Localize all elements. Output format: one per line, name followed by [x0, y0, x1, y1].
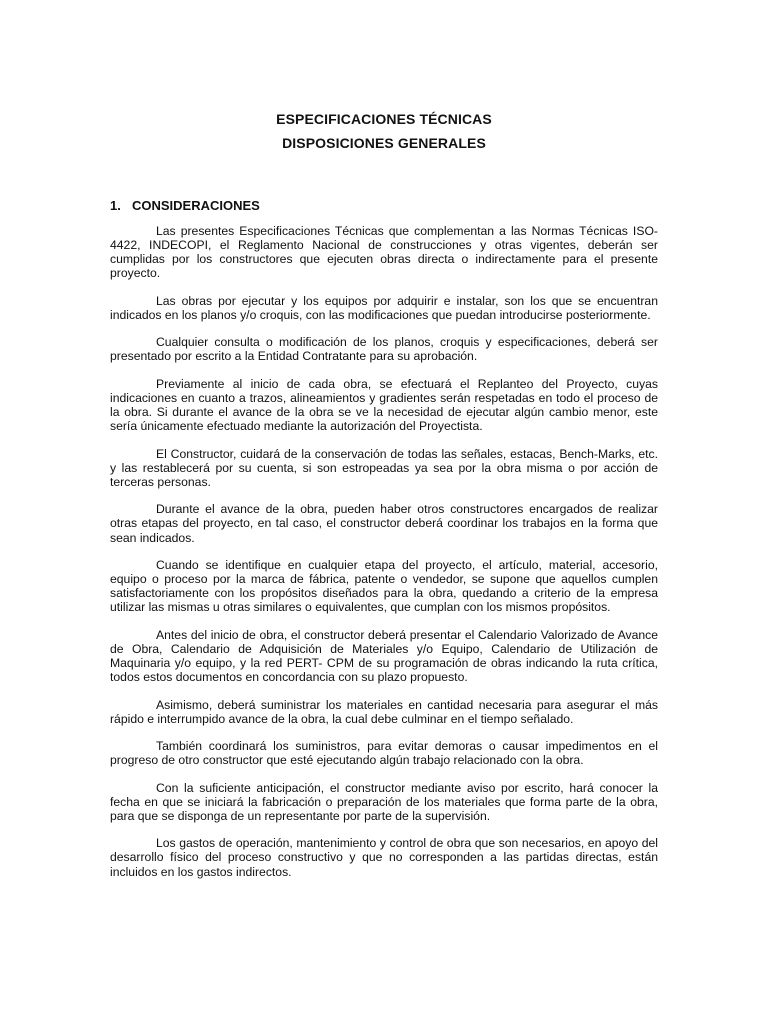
section-title: CONSIDERACIONES — [132, 198, 260, 213]
paragraph: También coordinará los suministros, para evitar demoras o causar impedimentos en el progreso de otro constructor que esté ejecutando algún trabajo relacionado con la obra. — [110, 739, 658, 768]
document-title: ESPECIFICACIONES TÉCNICAS — [276, 111, 492, 127]
paragraph: Previamente al inicio de cada obra, se efectuará el Replanteo del Proyecto, cuyas indicaciones en cuanto a trazos, alineamientos y gradientes serán respetadas en todo el proceso de la obra. Si durante el avance de la obra se ve la necesidad de ejecutar algún cambio menor, este sería únicamente efectuado mediante la autorización del Proyectista. — [110, 376, 658, 434]
paragraph: Las presentes Especificaciones Técnicas que complementan a las Normas Técnicas ISO-4422, INDECOPI, el Reglamento Nacional de construcciones y otras vigentes, deberán ser cumplidas por los constructores que ejecuten obras directa o indirectamente para el presente proyecto. — [110, 224, 658, 281]
paragraph: Cuando se identifique en cualquier etapa del proyecto, el artículo, material, accesorio, equipo o proceso por la marca de fábrica, patente o vendedor, se supone que aquellos cumplen satisfactoriamente con los propósitos diseñados para la obra, quedando a criterio de la empresa utilizar las mismas u otras similares o equivalentes, que cumplan con los mismos propósitos. — [110, 558, 658, 615]
paragraph: El Constructor, cuidará de la conservación de todas las señales, estacas, Bench-Marks, etc. y las restablecerá por su cuenta, si son estropeadas ya sea por la obra misma o por acción de terceras personas. — [110, 446, 658, 489]
document-page — [110, 110, 658, 892]
paragraph: Los gastos de operación, mantenimiento y control de obra que son necesarios, en apoyo del desarrollo físico del proceso constructivo y que no corresponden a las partidas directas, están incluidos en los gastos indirectos. — [110, 836, 658, 879]
document-subtitle: DISPOSICIONES GENERALES — [282, 135, 486, 151]
paragraph: Con la suficiente anticipación, el constructor mediante aviso por escrito, hará conocer la fecha en que se iniciará la fabricación o preparación de los materiales que forma parte de la obra, para que se disponga de un representante por parte de la supervisión. — [110, 780, 658, 823]
paragraph: Antes del inicio de obra, el constructor deberá presentar el Calendario Valorizado de Avance de Obra, Calendario de Adquisición de Materiales y/o Equipo, Calendario de Utilización de Maquinaria y/o equipo, y la red PERT- CPM de su programación de obras indicando la ruta crítica, todos estos documentos en concordancia con su plazo propuesto. — [110, 627, 658, 685]
section-body — [110, 224, 658, 879]
paragraph: Asimismo, deberá suministrar los materiales en cantidad necesaria para asegurar el más rápido e interrumpido avance de la obra, la cual debe culminar en el tiempo señalado. — [110, 697, 658, 726]
paragraph: Las obras por ejecutar y los equipos por adquirir e instalar, son los que se encuentran indicados en los planos y/o croquis, con las modificaciones que puedan introducirse posteriormente. — [110, 293, 658, 322]
paragraph: Durante el avance de la obra, pueden haber otros constructores encargados de realizar otras etapas del proyecto, en tal caso, el constructor deberá coordinar los trabajos en la forma que sean indicados. — [110, 502, 658, 545]
section-heading — [110, 198, 658, 214]
section-number: 1. — [110, 198, 121, 213]
paragraph: Cualquier consulta o modificación de los planos, croquis y especificaciones, deberá ser presentado por escrito a la Entidad Contratante para su aprobación. — [110, 335, 658, 364]
